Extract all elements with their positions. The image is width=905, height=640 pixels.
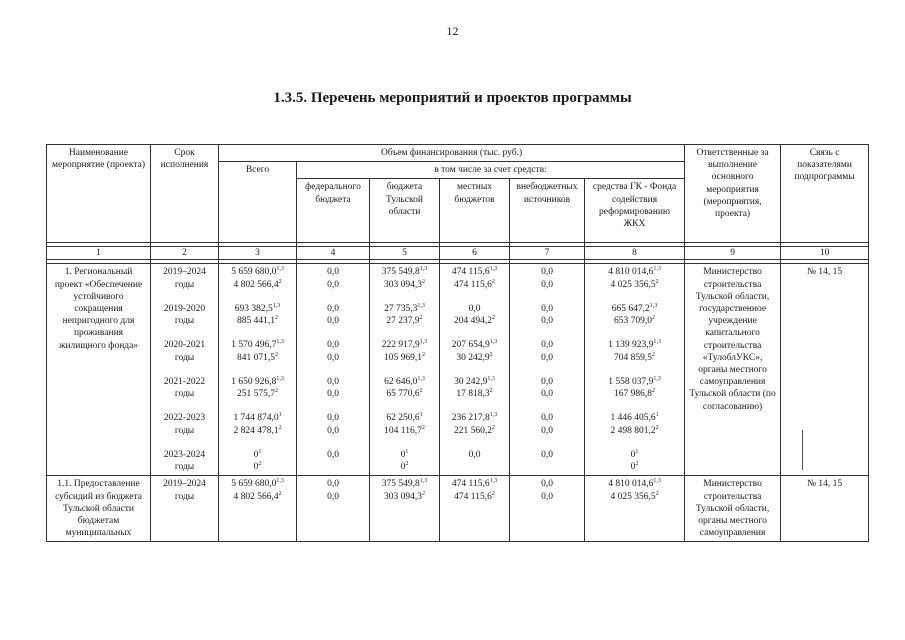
footnote-mark: 2 [405, 460, 409, 467]
period-block [513, 449, 581, 473]
value-line: 0,0 [327, 303, 339, 314]
period-block [373, 266, 436, 303]
footnote-mark: 2 [491, 278, 495, 285]
value-line: 704 859,5$^2$ [614, 351, 656, 363]
value-line: $0^1$ [630, 448, 639, 460]
col-number: 1 [47, 247, 151, 260]
value-line: 0,0 [541, 352, 553, 363]
value-line: 0,0 [468, 303, 481, 314]
header-local: местных бюджетов [440, 179, 510, 243]
header-responsible: Ответственные за выполнение основного мероприятия (мероприятия, проекта) [685, 145, 781, 243]
period-block [222, 412, 293, 449]
footnote-mark: 1,3 [489, 339, 498, 346]
cell-extra [510, 264, 585, 476]
value-line: годы [174, 389, 195, 400]
value-line: 474 115,6$^2$ [454, 490, 495, 502]
period-block [154, 449, 215, 473]
period-block [300, 478, 366, 502]
value-line: 222 917,9$^{1,3}$ [381, 339, 428, 351]
value-line: 0,0 [541, 279, 553, 290]
value-line: 303 094,3$^2$ [384, 490, 425, 502]
footnote-mark: 1,3 [419, 478, 428, 485]
footnote-mark: 1 [405, 448, 409, 455]
period-block [513, 478, 581, 502]
value-line: годы [174, 279, 195, 290]
cell-fund [585, 476, 685, 542]
col-number: 4 [297, 247, 370, 260]
col-number: 5 [370, 247, 440, 260]
header-extra: внебюджетных источников [510, 179, 585, 243]
value-line: годы [174, 425, 195, 436]
value-line: 207 654,9$^{1,3}$ [451, 339, 498, 351]
footnote-mark: 2 [278, 278, 282, 285]
value-line: 2022-2023 [163, 413, 206, 424]
value-line: 2 498 801,2$^2$ [610, 424, 659, 436]
value-line: 2019–2024 [163, 479, 206, 490]
value-line: 65 770,6$^2$ [386, 387, 423, 400]
period-block [443, 339, 506, 376]
value-line: 2019–2024 [163, 267, 206, 278]
col-number: 9 [685, 247, 781, 260]
header-incl: в том числе за счет средств: [297, 162, 685, 179]
value-line: 4 025 356,5$^2$ [610, 278, 659, 290]
value-line: годы [174, 316, 195, 327]
footnote-mark: 2 [655, 424, 659, 431]
cell-regional [370, 264, 440, 476]
footnote-mark: 2 [275, 387, 278, 394]
period-block [300, 449, 366, 473]
footnote-mark: 2 [422, 278, 425, 285]
period-block [222, 266, 293, 303]
value-line: 204 494,2$^2$ [454, 314, 495, 327]
period-block [222, 478, 293, 502]
header-link: Связь с показателями подпрограммы [781, 145, 869, 243]
period-block [588, 449, 681, 473]
value-line: 0,0 [541, 340, 553, 351]
period-block [588, 412, 681, 449]
period-block [373, 339, 436, 376]
table-row [47, 476, 869, 542]
value-line: 474 115,6$^{1,3}$ [451, 478, 498, 490]
footnote-mark: 2 [655, 490, 659, 497]
period-block [300, 412, 366, 449]
value-line: 0,0 [327, 413, 339, 424]
row-responsible: Министерство строительства Тульской области, органы местного самоуправления [685, 476, 781, 542]
header-federal: федерального бюджета [297, 179, 370, 243]
period-block [373, 478, 436, 502]
value-line: 0,0 [541, 491, 553, 502]
value-line: 167 986,8$^2$ [614, 387, 656, 400]
value-line: годы [174, 462, 195, 473]
value-line: 4 802 566,4$^2$ [233, 490, 282, 502]
footnote-mark: 2 [489, 351, 493, 358]
footnote-mark: 1,3 [276, 478, 284, 485]
value-line: 0,0 [541, 449, 553, 460]
value-line: 2 824 478,1$^2$ [233, 424, 282, 436]
period-block [154, 376, 215, 413]
footnote-mark: 1,3 [489, 412, 498, 419]
period-block [588, 339, 681, 376]
period-block [300, 303, 366, 340]
value-line: 17 818,3$^2$ [456, 387, 493, 400]
footnote-mark: 2 [492, 424, 495, 431]
value-line: 1 744 874,0$^1$ [233, 412, 282, 424]
value-line: 0,0 [541, 303, 553, 314]
period-block [373, 376, 436, 413]
value-line: 105 969,1$^2$ [384, 351, 425, 363]
period-block [443, 449, 506, 473]
cell-federal [297, 264, 370, 476]
value-line: 665 647,2$^{1,3}$ [611, 302, 658, 314]
period-block [222, 339, 293, 376]
value-line: 0,0 [327, 389, 339, 400]
cell-total [219, 476, 297, 542]
header-funding: Объем финансирования (тыс. руб.) [219, 145, 685, 162]
value-line: 30 242,9$^{1,3}$ [454, 375, 495, 387]
section-title: 1.3.5. Перечень мероприятий и проектов программы [273, 90, 632, 106]
row-link: № 14, 15 [781, 264, 869, 476]
header-period: Срок исполнения [151, 145, 219, 243]
scan-mark [802, 430, 803, 470]
cell-total [219, 264, 297, 476]
period-block [588, 376, 681, 413]
value-line: 4 810 014,6$^{1,3}$ [608, 478, 661, 490]
value-line: 0,0 [541, 389, 553, 400]
programme-table [46, 144, 869, 542]
value-line: 0,0 [327, 267, 339, 278]
footnote-mark: 1,3 [417, 302, 425, 309]
value-line: $0^1$ [253, 448, 262, 460]
value-line: 1 650 926,8$^{1,3}$ [231, 375, 284, 387]
period-block [443, 478, 506, 502]
value-line: годы [174, 491, 195, 502]
footnote-mark: 2 [419, 387, 423, 394]
period-block [513, 303, 581, 340]
period-block [154, 266, 215, 303]
col-number: 2 [151, 247, 219, 260]
footnote-mark: 2 [652, 351, 656, 358]
value-line: 0,0 [468, 449, 481, 460]
value-line: 2020-2021 [163, 340, 206, 351]
period-block [300, 376, 366, 413]
period-block [373, 412, 436, 449]
value-line: 236 217,8$^{1,3}$ [451, 412, 498, 424]
value-line: 0,0 [541, 425, 553, 436]
row-name: 1.1. Предоставление субсидий из бюджета Тульской области бюджетам муниципальных [47, 476, 151, 542]
col-number: 7 [510, 247, 585, 260]
footnote-mark: 1,3 [489, 478, 498, 485]
period-block [443, 412, 506, 449]
footnote-mark: 1 [655, 412, 659, 419]
period-block [588, 266, 681, 303]
value-line: 0,0 [327, 449, 339, 460]
period-block [513, 376, 581, 413]
col-number: 8 [585, 247, 685, 260]
footnote-mark: 1,3 [276, 375, 284, 382]
value-line: 62 250,6$^1$ [386, 412, 423, 424]
value-line: $0^2$ [630, 460, 639, 473]
value-line: 0,0 [327, 491, 339, 502]
page-number: 12 [446, 24, 459, 38]
value-line [300, 461, 366, 473]
table-body [47, 264, 869, 542]
value-line: годы [174, 352, 195, 363]
footnote-mark: 1 [258, 448, 262, 455]
row-responsible: Министерство строительства Тульской области, государственное учреждение капитального строительства «ТулоблУКС», органы местного самоуправления Тульской области (по согласованию) [685, 264, 781, 476]
footnote-mark: 2 [278, 424, 282, 431]
value-line: $0^2$ [253, 460, 262, 473]
footnote-mark: 1,3 [653, 339, 661, 346]
value-line: 841 071,5$^2$ [237, 351, 278, 363]
value-line: 30 242,9$^2$ [456, 351, 493, 363]
period-block [443, 303, 506, 340]
cell-period [151, 264, 219, 476]
value-line: 653 709,0$^2$ [614, 314, 656, 327]
period-block [222, 449, 293, 473]
footnote-mark: 2 [422, 351, 425, 358]
footnote-mark: 1,3 [653, 478, 661, 485]
value-line: 0,0 [541, 479, 553, 490]
value-line: 104 116,7$^2$ [384, 424, 425, 436]
footnote-mark: 1,3 [276, 266, 284, 273]
value-line: 0,0 [327, 352, 339, 363]
cell-extra [510, 476, 585, 542]
footnote-mark: 2 [489, 387, 493, 394]
value-line: 474 115,6$^2$ [454, 278, 495, 290]
value-line: 62 646,0$^{1,3}$ [384, 375, 425, 387]
cell-fund [585, 264, 685, 476]
value-line: 375 549,8$^{1,3}$ [381, 478, 428, 490]
footnote-mark: 1 [278, 412, 282, 419]
value-line: 0,0 [541, 376, 553, 387]
footnote-mark: 1,3 [272, 302, 281, 309]
footnote-mark: 2 [492, 314, 495, 321]
period-block [443, 376, 506, 413]
value-line: 2023-2024 [163, 449, 206, 460]
footnote-mark: 1 [419, 412, 423, 419]
value-line: 2019-2020 [163, 303, 206, 314]
value-line [513, 461, 581, 473]
period-block [222, 376, 293, 413]
value-line: 5 659 680,0$^{1,3}$ [231, 266, 284, 278]
period-block [513, 412, 581, 449]
period-block [513, 266, 581, 303]
value-line: 0,0 [327, 376, 339, 387]
value-line: 474 115,6$^{1,3}$ [451, 266, 498, 278]
value-line: 1 570 496,7$^{1,3}$ [231, 339, 284, 351]
value-line: $0^1$ [400, 448, 409, 460]
value-line: 5 659 680,0$^{1,3}$ [231, 478, 284, 490]
value-line: 2021-2022 [163, 376, 206, 387]
footnote-mark: 2 [652, 387, 656, 394]
footnote-mark: 1,3 [489, 266, 498, 273]
footnote-mark: 1 [635, 448, 639, 455]
value-line: 0,0 [327, 425, 339, 436]
value-line: 251 575,7$^2$ [237, 387, 278, 400]
period-block [154, 412, 215, 449]
period-block [588, 478, 681, 502]
value-line: 693 382,5$^{1,3}$ [234, 302, 281, 314]
row-link: № 14, 15 [781, 476, 869, 542]
value-line: 4 025 356,5$^2$ [610, 490, 659, 502]
footnote-mark: 2 [422, 490, 425, 497]
value-line: 0,0 [327, 316, 339, 327]
footnote-mark: 2 [419, 314, 423, 321]
cell-local [440, 264, 510, 476]
value-line: 1 558 037,9$^{1,3}$ [608, 375, 661, 387]
cell-local [440, 476, 510, 542]
footnote-mark: 1,3 [653, 375, 661, 382]
value-line: 1 139 923,9$^{1,3}$ [608, 339, 661, 351]
value-line: 303 094,3$^2$ [384, 278, 425, 290]
value-line: 0,0 [541, 413, 553, 424]
value-line: 0,0 [327, 279, 339, 290]
col-number: 3 [219, 247, 297, 260]
value-line: 0,0 [327, 479, 339, 490]
footnote-mark: 2 [421, 424, 425, 431]
header-name: Наименование мероприятие (проекта) [47, 145, 151, 243]
value-line [443, 461, 506, 473]
footnote-mark: 1,3 [417, 375, 425, 382]
footnote-mark: 1,3 [653, 266, 661, 273]
col-number: 6 [440, 247, 510, 260]
footnote-mark: 2 [275, 314, 278, 321]
value-line: 375 549,8$^{1,3}$ [381, 266, 428, 278]
period-block [300, 339, 366, 376]
header-total: Всего [219, 162, 297, 243]
footnote-mark: 2 [635, 460, 639, 467]
value-line: 0,0 [327, 340, 339, 351]
value-line: 885 441,1$^2$ [237, 314, 278, 327]
period-block [588, 303, 681, 340]
footnote-mark: 2 [655, 278, 659, 285]
footnote-mark: 2 [258, 460, 262, 467]
value-line: 4 810 014,6$^{1,3}$ [608, 266, 661, 278]
footnote-mark: 1,3 [419, 339, 428, 346]
period-block [154, 339, 215, 376]
footnote-mark: 1,3 [419, 266, 428, 273]
value-line: 4 802 566,4$^2$ [233, 278, 282, 290]
footnote-mark: 2 [652, 314, 656, 321]
period-block [373, 449, 436, 473]
header-regional: бюджета Тульской области [370, 179, 440, 243]
period-block [443, 266, 506, 303]
header-fund: средства ГК - Фонда содействия реформированию ЖКХ [585, 179, 685, 243]
value-line: $0^2$ [400, 460, 409, 473]
footnote-mark: 2 [275, 351, 278, 358]
footnote-mark: 1,3 [649, 302, 658, 309]
col-number: 10 [781, 247, 869, 260]
value-line: 221 560,2$^2$ [454, 424, 495, 436]
footnote-mark: 1,3 [276, 339, 284, 346]
cell-regional [370, 476, 440, 542]
period-block [222, 303, 293, 340]
period-block [373, 303, 436, 340]
period-block [154, 303, 215, 340]
period-block [154, 478, 215, 502]
period-block [513, 339, 581, 376]
value-line: 0,0 [541, 316, 553, 327]
period-block [300, 266, 366, 303]
value-line: 0,0 [541, 267, 553, 278]
value-line: 1 446 405,6$^1$ [610, 412, 659, 424]
value-line: 27 735,3$^{1,3}$ [384, 302, 425, 314]
cell-federal [297, 476, 370, 542]
table-row [47, 264, 869, 476]
footnote-mark: 2 [278, 490, 282, 497]
footnote-mark: 2 [491, 490, 495, 497]
row-name: 1. Региональный проект «Обеспечение устойчивого сокращения непригодного для проживания жилищного фонда» [47, 264, 151, 476]
value-line: 27 237,9$^2$ [386, 314, 423, 327]
footnote-mark: 1,3 [487, 375, 495, 382]
cell-period [151, 476, 219, 542]
